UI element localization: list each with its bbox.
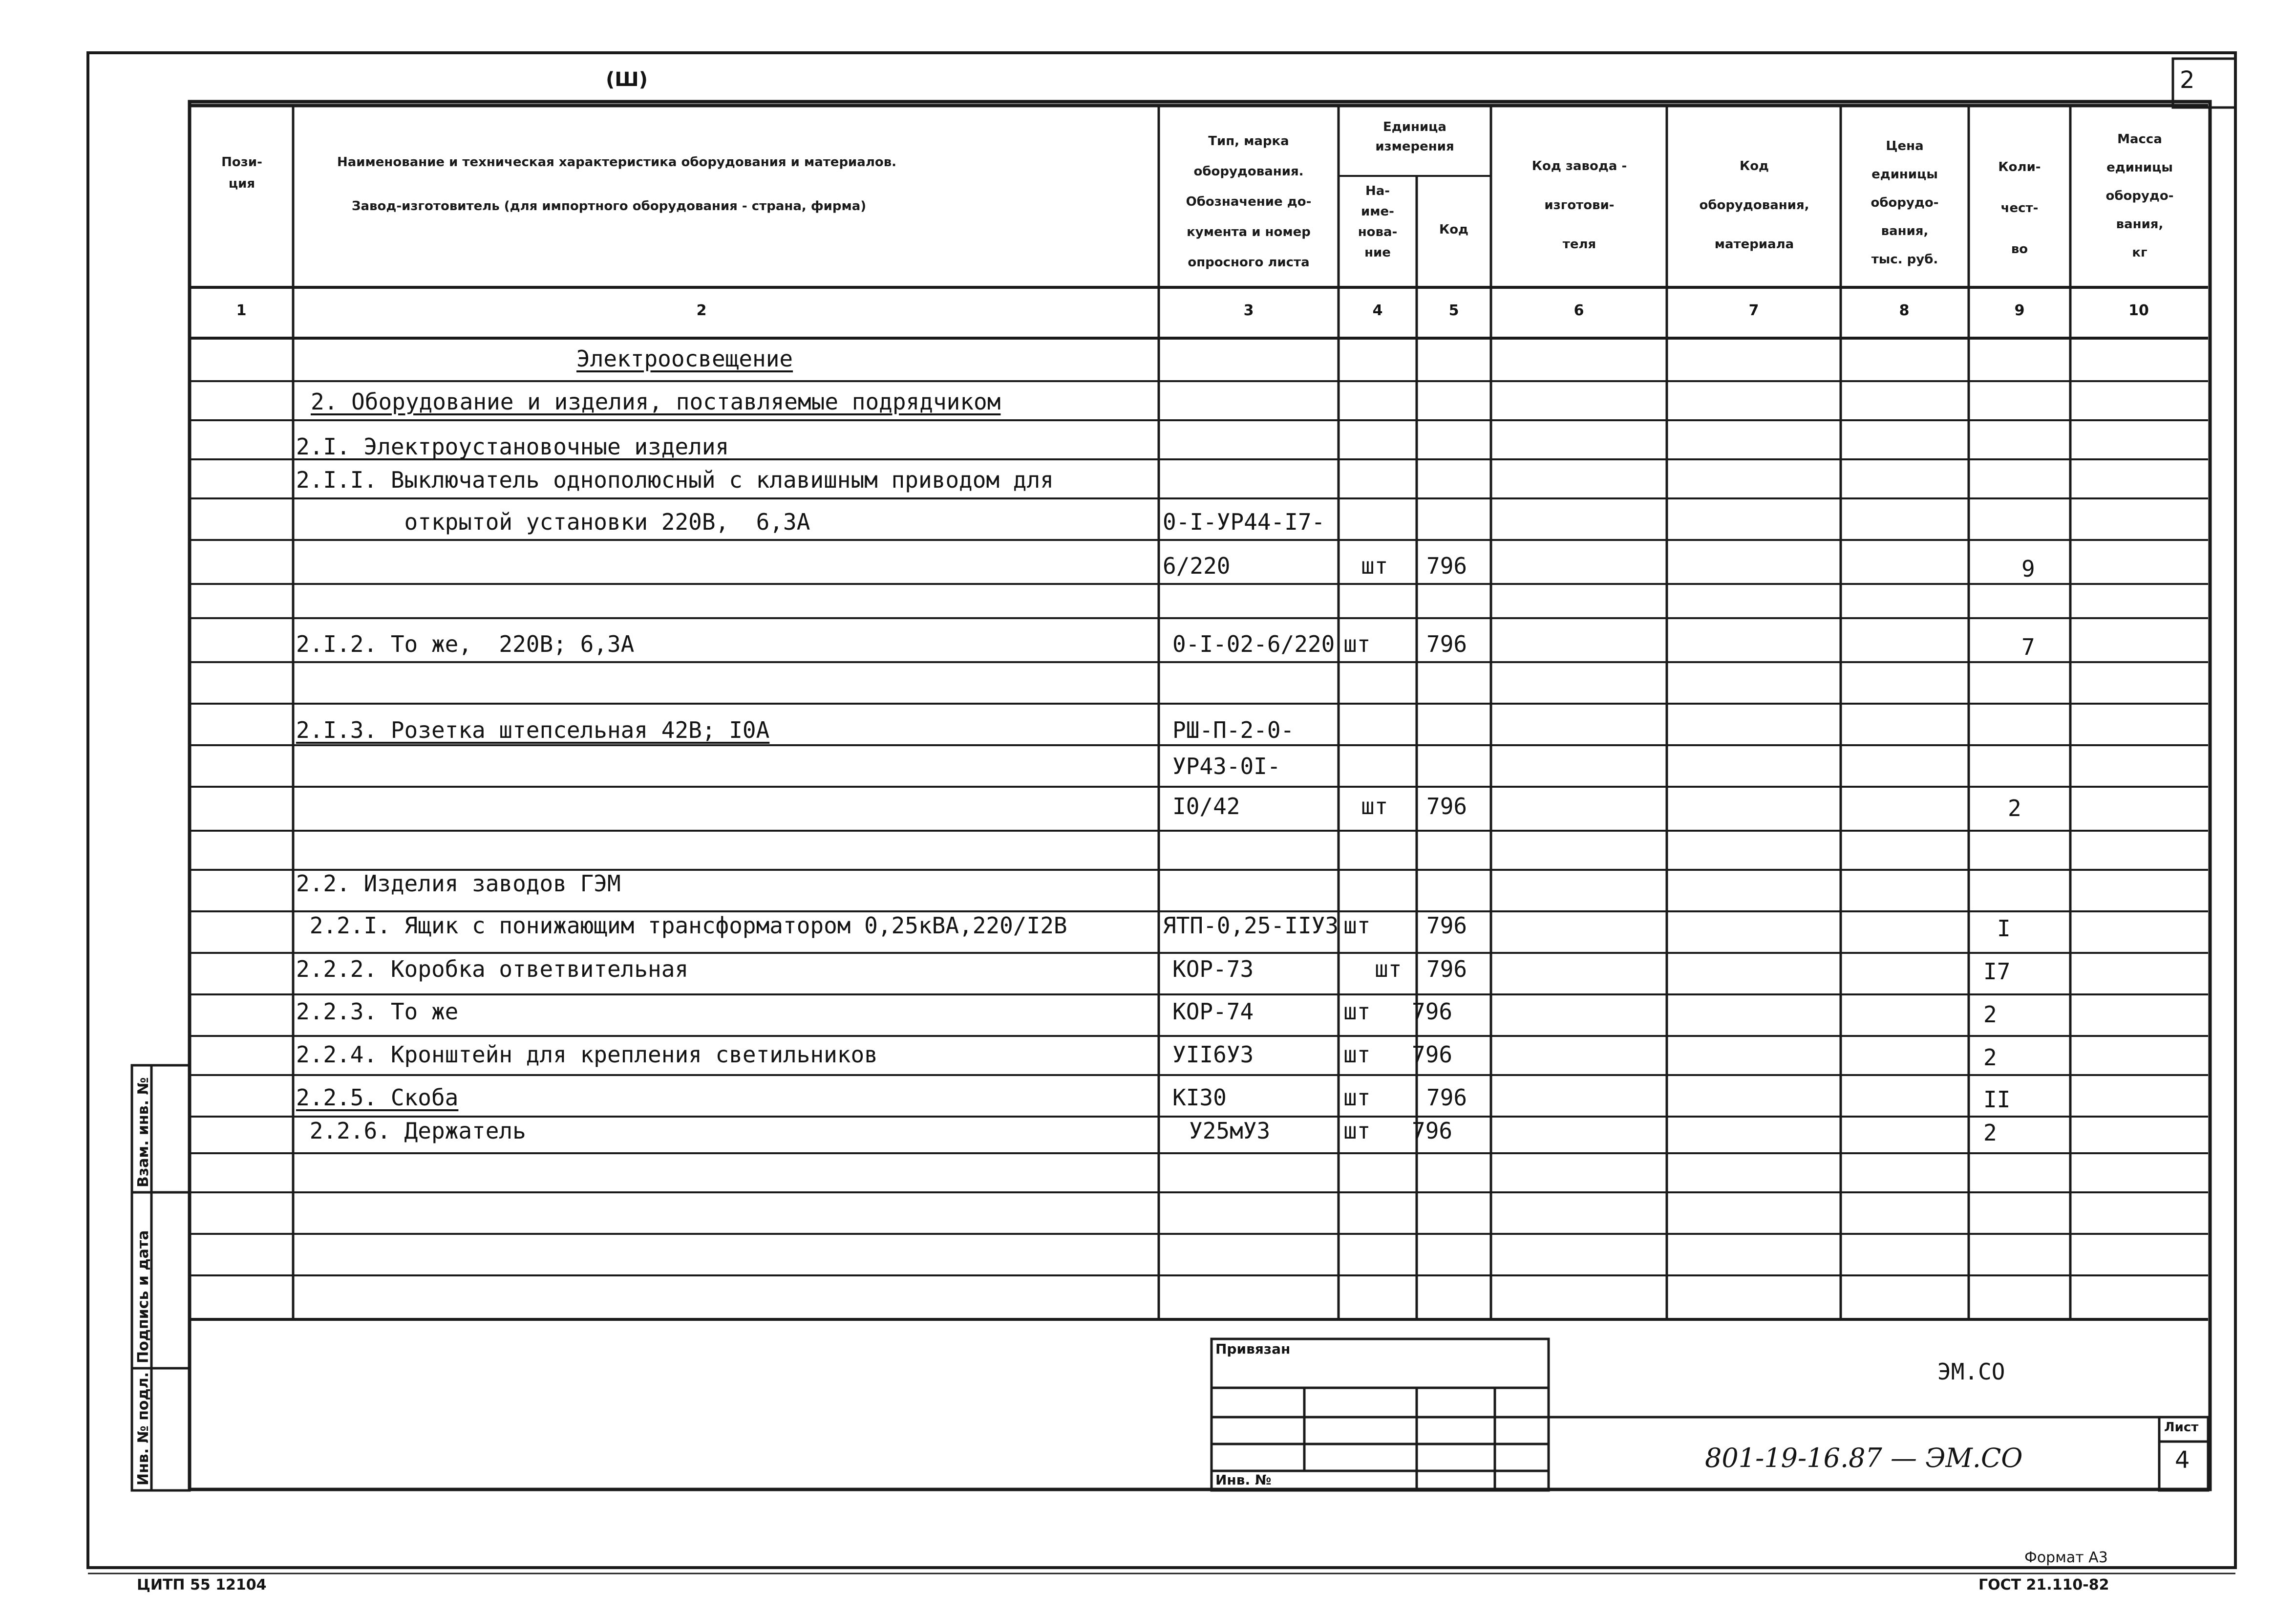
header-price: Цена единицы оборудо- вания, тыс. руб. xyxy=(1871,139,1939,267)
document-code-main: 801-19-16.87 — ЭМ.СО xyxy=(1705,1443,2023,1473)
header-position: Пози- ция xyxy=(221,155,262,191)
table-row-qty: 2 xyxy=(2008,795,2021,821)
table-row-code: 796 xyxy=(1426,912,1467,939)
header-quantity: Коли- чест- во xyxy=(1998,160,2041,257)
table-row-type: У25мУ3 xyxy=(1189,1118,1271,1144)
table-row-type: УР43-0I- xyxy=(1172,753,1281,779)
side-label-original-inventory: Инв. № подл. xyxy=(135,1372,152,1486)
table-row-qty: 9 xyxy=(2021,556,2035,582)
col-number: 10 xyxy=(2128,302,2149,319)
table-row-name: Электроосвещение xyxy=(576,345,793,372)
table-row-qty: 2 xyxy=(1983,1044,1997,1071)
header-plant-code: Код завода - изготови- теля xyxy=(1531,159,1627,252)
header-unit-code: Код xyxy=(1439,222,1469,237)
side-label-replacement-inventory: Взам. инв. № xyxy=(135,1077,152,1187)
table-row-qty: 2 xyxy=(1983,1120,1997,1146)
table-row-name: 2.2.I. Ящик с понижающим трансформатором 0,25кВА,220/I2В xyxy=(296,912,1067,939)
header-unit: Единица измерения xyxy=(1375,120,1454,154)
table-row-qty: I7 xyxy=(1983,958,2011,985)
col-number: 8 xyxy=(1899,302,1910,319)
table-row-type: УII6У3 xyxy=(1172,1041,1254,1068)
table-row-unit: шт xyxy=(1343,998,1371,1025)
table-row-unit: шт xyxy=(1343,631,1371,657)
table-row-name: 2. Оборудование и изделия, поставляемые подрядчиком xyxy=(311,388,1001,415)
table-row-unit: шт xyxy=(1375,956,1402,982)
side-label-signature-date: Подпись и дата xyxy=(135,1230,152,1363)
table-row-unit: шт xyxy=(1343,912,1371,939)
table-row-code: 796 xyxy=(1426,631,1467,657)
table-row-code: 796 xyxy=(1426,956,1467,982)
table-row-name: 2.I. Электроустановочные изделия xyxy=(296,433,729,460)
inventory-number-label: Инв. № xyxy=(1215,1472,1272,1488)
attached-label: Привязан xyxy=(1215,1341,1291,1357)
table-row-name: 2.2.4. Кронштейн для крепления светильников xyxy=(296,1041,878,1068)
footer-format: Формат А3 xyxy=(2024,1549,2108,1566)
corner-page-number: 2 xyxy=(2180,66,2195,94)
col-number: 6 xyxy=(1573,302,1584,319)
table-row-name: 2.I.I. Выключатель однополюсный с клавишным приводом для xyxy=(296,467,1054,493)
footer-left: ЦИТП 55 12104 xyxy=(137,1576,267,1594)
header-mass: Масса единицы оборудо- вания, кг xyxy=(2105,132,2174,260)
table-row-type: 0-I-УР44-I7- xyxy=(1163,509,1325,535)
table-row-type: КОР-74 xyxy=(1172,998,1254,1025)
table-row-name: 2.I.3. Розетка штепсельная 42В; I0А xyxy=(296,717,770,743)
table-row-name: 2.2.5. Скоба xyxy=(296,1084,459,1111)
table-row-qty: 7 xyxy=(2021,634,2035,660)
col-number: 4 xyxy=(1372,302,1383,319)
table-row-code: 796 xyxy=(1426,793,1467,819)
table-row-unit: шт xyxy=(1361,793,1388,819)
header-unit-name: На- име- нова- ние xyxy=(1358,184,1398,260)
header-type: Тип, марка оборудования. Обозначение до- кумента и номер опросного листа xyxy=(1186,134,1312,270)
col-number: 2 xyxy=(696,302,707,319)
table-row-unit: шт xyxy=(1343,1084,1371,1111)
header-name-line2: Завод-изготовитель (для импортного оборудования - страна, фирма) xyxy=(352,199,867,214)
table-row-type: I0/42 xyxy=(1172,793,1240,819)
table-row-qty: II xyxy=(1983,1086,2011,1113)
table-row-code: 796 xyxy=(1412,1118,1453,1144)
table-row-unit: шт xyxy=(1343,1041,1371,1068)
sheet-mark: (Ш) xyxy=(606,68,648,91)
table-row-type: КОР-73 xyxy=(1172,956,1254,982)
table-row-unit: шт xyxy=(1343,1118,1371,1144)
sheet-number: 4 xyxy=(2175,1446,2190,1474)
table-row-type: РШ-П-2-0- xyxy=(1172,717,1295,743)
table-row-code: 796 xyxy=(1412,998,1453,1025)
table-row-unit: шт xyxy=(1361,553,1388,579)
table-row-code: 796 xyxy=(1426,553,1467,579)
col-number: 7 xyxy=(1748,302,1759,319)
sheet-label: Лист xyxy=(2164,1420,2199,1435)
col-number: 3 xyxy=(1243,302,1254,319)
col-number: 5 xyxy=(1448,302,1459,319)
footer-gost: ГОСТ 21.110-82 xyxy=(1978,1576,2109,1594)
table-row-name: 2.2.3. То же xyxy=(296,998,459,1025)
table-row-name: 2.2.2. Коробка ответвительная xyxy=(296,956,689,982)
table-row-qty: 2 xyxy=(1983,1001,1997,1028)
table-row-name: 2.2. Изделия заводов ГЭМ xyxy=(296,870,621,897)
table-row-type: 0-I-02-6/220 xyxy=(1172,631,1335,657)
header-name-line1: Наименование и техническая характеристика оборудования и материалов. xyxy=(337,155,897,170)
table-row-type: 6/220 xyxy=(1163,553,1231,579)
table-row-name: открытой установки 220В, 6,3А xyxy=(296,509,810,535)
table-row-type: КI30 xyxy=(1172,1084,1227,1111)
table-row-name: 2.I.2. То же, 220В; 6,3А xyxy=(296,631,635,657)
table-row-name: 2.2.6. Держатель xyxy=(296,1118,526,1144)
document-code-top: ЭМ.СО xyxy=(1937,1358,2005,1385)
table-row-code: 796 xyxy=(1412,1041,1453,1068)
table-row-code: 796 xyxy=(1426,1084,1467,1111)
table-row-qty: I xyxy=(1997,915,2011,942)
table-row-type: ЯТП-0,25-IIУ3 xyxy=(1163,912,1339,939)
header-equipment-code: Код оборудования, материала xyxy=(1699,159,1809,252)
col-number: 9 xyxy=(2014,302,2025,319)
col-number: 1 xyxy=(236,302,247,319)
